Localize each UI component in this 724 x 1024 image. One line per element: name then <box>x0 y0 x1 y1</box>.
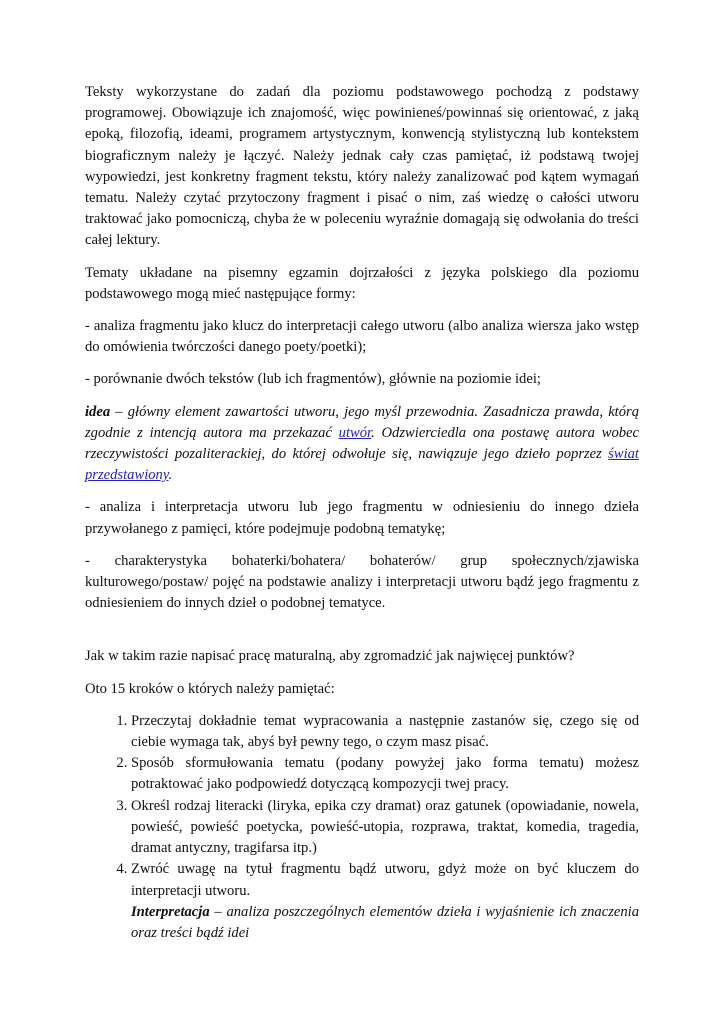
steps-list <box>85 711 639 944</box>
interpretation-text: – analiza poszczególnych elementów dzieła i wyjaśnienie ich znaczenia oraz treści bądź idei <box>131 903 639 941</box>
document-page <box>85 82 639 944</box>
word: społecznych/zjawiska <box>511 552 639 569</box>
characterization-rest: kulturowego/postaw/ pojęć na podstawie analizy i interpretacji utworu bądź jego fragmentu z odniesieniem do innych dzieł o podobnej tematyce. <box>85 574 639 612</box>
word: charakterystyka <box>114 552 207 569</box>
idea-definition <box>85 402 639 487</box>
list-item: 3. Określ rodzaj literacki (liryka, epika czy dramat) oraz gatunek (opowiadanie, nowela, powieść, powieść poetycka, powieść-utopia, rozprawa, traktat, komedia, tragedia, dramat antyczny, tragifarsa itp.) <box>131 796 639 860</box>
utwor-link[interactable]: utwór <box>338 424 372 441</box>
word: - <box>85 552 90 569</box>
form-analysis-paragraph: - analiza fragmentu jako klucz do interpretacji całego utworu (albo analiza wiersza jako wstęp do omówienia twórczości danego poety/poetki); <box>85 318 639 356</box>
form-characterization-paragraph <box>85 551 639 615</box>
steps-intro-paragraph: Oto 15 kroków o których należy pamiętać: <box>85 680 335 697</box>
intro-paragraph: Teksty wykorzystane do zadań dla poziomu podstawowego pochodzą z podstawy programowej. Obowiązuje ich znajomość, więc powinieneś/powinnaś się orientować, z jaką epoką, filozofią, ideami, programem artystycznym, konwencją stylistyczną lub kontekstem biograficznym należy je łączyć. Należy jednak cały czas pamiętać, iż podstawą twojej wypowiedzi, jest konkretny fragment tekstu, który należy zanalizować pod kątem wymagań tematu. Należy czytać przytoczony fragment i pisać o nim, zaś wiedzę o całości utworu traktować jako pomocniczą, chyba że w poleceniu wyraźnie domagają się odwołania do treści całej lektury. <box>85 84 639 249</box>
idea-text-1: – główny element zawartości utworu, jego myśl przewodnia. Zasadnicza prawda, którą zgodnie z intencją autora ma przekazać <box>85 403 639 441</box>
step-4-text: Zwróć uwagę na tytuł fragmentu bądź utworu, gdyż może on być kluczem do interpretacji utworu. <box>131 861 639 899</box>
interpretation-term: Interpretacja <box>131 903 210 920</box>
idea-term: idea <box>85 403 111 420</box>
question-paragraph: Jak w takim razie napisać pracę maturalną, aby zgromadzić jak najwięcej punktów? <box>85 648 575 665</box>
form-reference-paragraph: - analiza i interpretacja utworu lub jego fragmentu w odniesieniu do innego dzieła przywołanego z pamięci, które podejmuje podobną tematykę; <box>85 499 639 537</box>
list-item <box>131 859 639 944</box>
word: grup <box>460 552 488 569</box>
word: bohaterów/ <box>369 552 436 569</box>
list-item: 1. Przeczytaj dokładnie temat wypracowania a następnie zastanów się, czego się od ciebie wymaga tak, abyś był pewny tego, o czym masz pisać. <box>131 711 639 753</box>
form-comparison-paragraph: - porównanie dwóch tekstów (lub ich fragmentów), głównie na poziomie idei; <box>85 371 541 388</box>
characterization-first-line <box>85 551 639 572</box>
idea-text-2: . Odzwierciedla ona postawę autora wobec rzeczywistości pozaliterackiej, do której odwołuje się, nawiązuje jego dzieło poprzez <box>85 424 639 463</box>
section-spacer <box>85 614 639 646</box>
word: bohaterki/bohatera/ <box>231 552 346 569</box>
swiat-przedstawiony-link[interactable]: świat przedstawiony <box>85 446 639 484</box>
forms-intro-paragraph: Tematy układane na pisemny egzamin dojrzałości z języka polskiego dla poziomu podstawowego mogą mieć następujące formy: <box>85 264 639 302</box>
list-item: 2. Sposób sformułowania tematu (podany powyżej jako forma tematu) możesz potraktować jako podpowiedź dotyczącą kompozycji twej pracy. <box>131 753 639 795</box>
interpretation-definition <box>131 902 639 944</box>
idea-text-3: . <box>168 467 173 484</box>
